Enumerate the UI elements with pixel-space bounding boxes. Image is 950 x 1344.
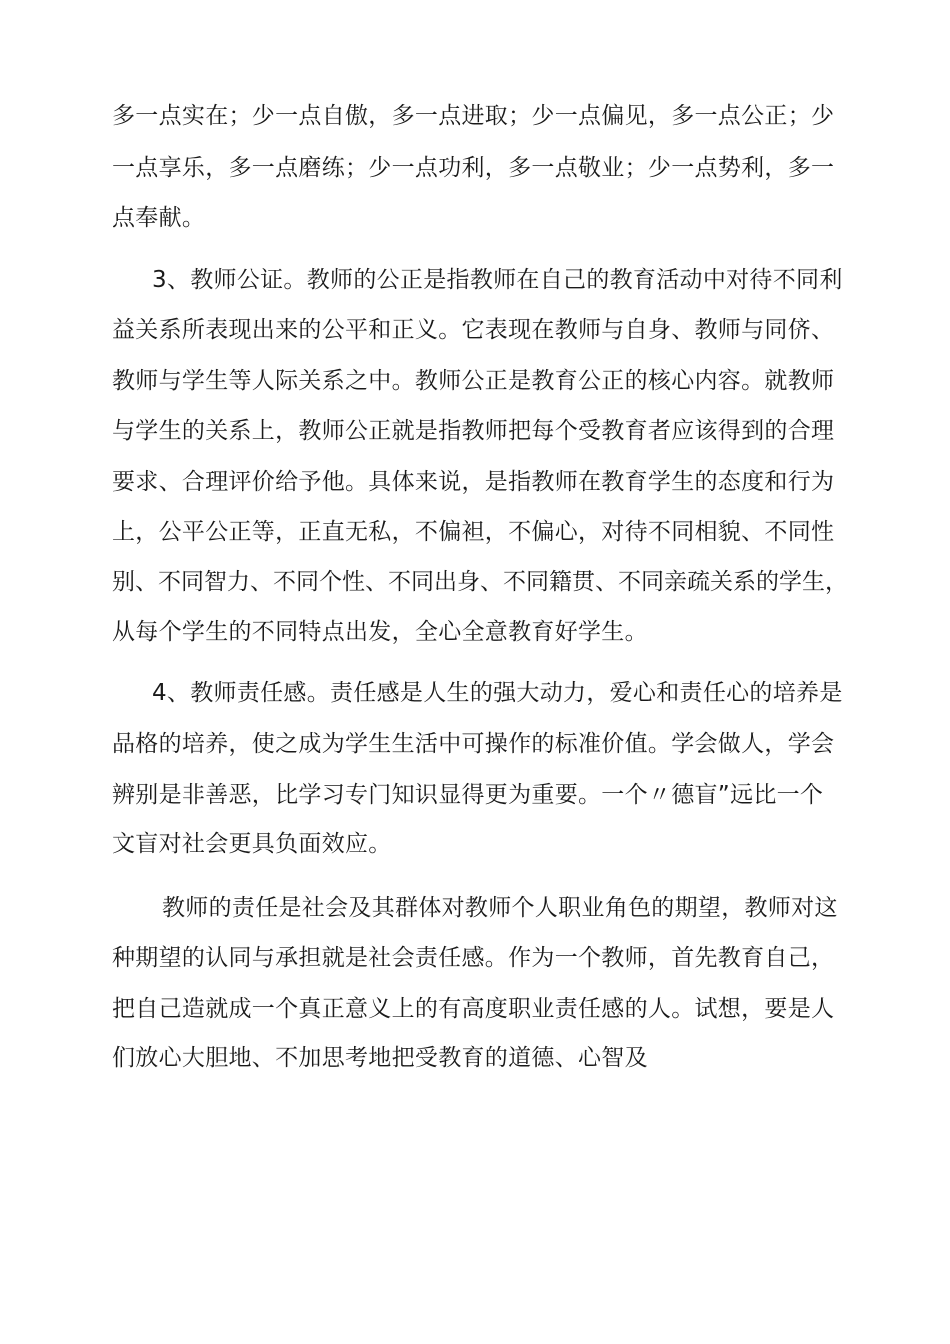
paragraph-line: 4、教师责任感。责任感是人生的强大动力，爱心和责任心的培养是 bbox=[152, 680, 843, 706]
paragraph-line: 们放心大胆地、不加思考地把受教育的道德、心智及 bbox=[112, 1045, 648, 1071]
paragraph-line: 教师的责任是社会及其群体对教师个人职业角色的期望，教师对这 bbox=[162, 895, 838, 921]
paragraph-line: 辨别是非善恶，比学习专门知识显得更为重要。一个〃德盲”远比一个 bbox=[112, 782, 824, 808]
paragraph-line: 多一点实在；少一点自傲，多一点进取；少一点偏见，多一点公正；少 bbox=[112, 103, 835, 129]
paragraph-line: 种期望的认同与承担就是社会责任感。作为一个教师，首先教育自己， bbox=[112, 945, 835, 971]
paragraph-line: 与学生的关系上，教师公正就是指教师把每个受教育者应该得到的合理 bbox=[112, 418, 835, 444]
paragraph-line: 把自己造就成一个真正意义上的有高度职业责任感的人。试想，要是人 bbox=[112, 996, 835, 1022]
paragraph-line: 别、不同智力、不同个性、不同出身、不同籍贯、不同亲疏关系的学生， bbox=[112, 569, 848, 595]
paragraph-line: 益关系所表现出来的公平和正义。它表现在教师与自身、教师与同侪、 bbox=[112, 317, 835, 343]
paragraph-line: 点奉献。 bbox=[112, 205, 206, 231]
paragraph-line: 教师与学生等人际关系之中。教师公正是教育公正的核心内容。就教师 bbox=[112, 368, 835, 394]
paragraph-line: 品格的培养，使之成为学生生活中可操作的标准价值。学会做人，学会 bbox=[112, 731, 835, 757]
paragraph-line: 3、教师公证。教师的公正是指教师在自己的教育活动中对待不同利 bbox=[152, 267, 843, 293]
paragraph-line: 上，公平公正等，正直无私，不偏袒，不偏心，对待不同相貌、不同性 bbox=[112, 519, 835, 545]
paragraph-line: 一点享乐，多一点磨练；少一点功利，多一点敬业；少一点势利，多一 bbox=[112, 155, 835, 181]
paragraph-line: 要求、合理评价给予他。具体来说，是指教师在教育学生的态度和行为 bbox=[112, 469, 835, 495]
paragraph-line: 文盲对社会更具负面效应。 bbox=[112, 831, 392, 857]
paragraph-line: 从每个学生的不同特点出发，全心全意教育好学生。 bbox=[112, 619, 648, 645]
